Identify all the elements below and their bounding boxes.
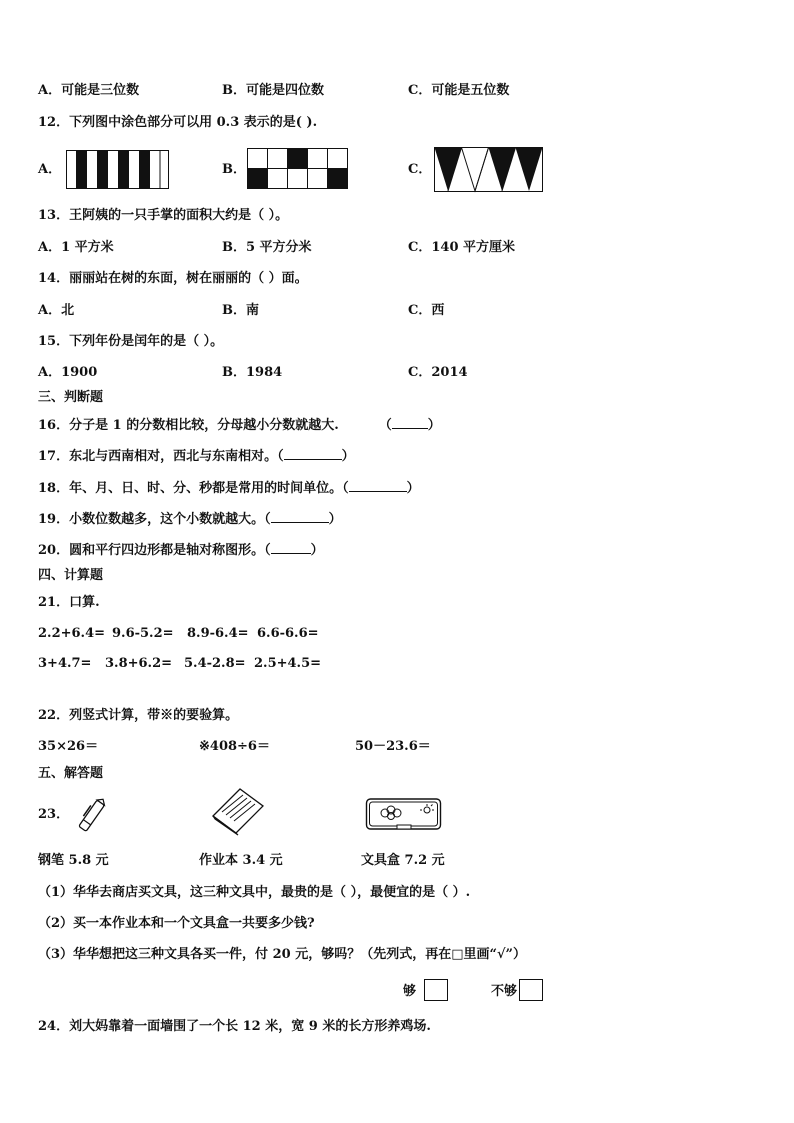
not-enough-checkbox[interactable] [519,979,543,1001]
q21-stem: 21．口算. [38,595,100,610]
q21-item: 2.5+4.5= [254,656,322,671]
q21-item: 2.2+6.4= [38,626,106,641]
q16-answer-blank[interactable] [392,416,428,429]
q12-option-c: C． [408,162,432,177]
q19-close: ） [328,512,342,527]
q23-item-pen: 钢笔 5.8 元 [38,853,109,868]
q19-answer-blank[interactable] [271,510,329,523]
enough-label: 够 [403,984,417,999]
q22-stem: 22．列竖式计算，带※的要验算。 [38,708,239,723]
q24-stem: 24．刘大妈靠着一面墙围了一个长 12 米，宽 9 米的长方形养鸡场. [38,1019,431,1034]
q23-part-3: （3）华华想把这三种文具各买一件，付 20 元，够吗？（先列式，再在□里画“√”） [38,947,526,962]
section-4-heading: 四、计算题 [38,568,104,583]
section-5-heading: 五、解答题 [38,766,104,781]
q20 [38,541,324,560]
q14-option-b: B．南 [222,303,259,318]
section-3-heading: 三、判断题 [38,390,104,405]
q16 [38,416,441,435]
q13-option-b: B．5 平方分米 [222,240,312,255]
q14-option-c: C．西 [408,303,445,318]
q17-close: ） [341,449,355,464]
notebook-icon [210,786,266,836]
q20-close: ） [310,543,324,558]
q16-open: （ [378,418,392,433]
q21-item: 3.8+6.2= [105,656,173,671]
q12-option-a: A． [38,162,62,177]
q23-part-2: （2）买一本作业本和一个文具盒一共要多少钱? [38,916,315,931]
q21-item: 6.6-6.6= [257,626,319,641]
q15-option-c: C．2014 [408,365,468,380]
not-enough-label: 不够 [491,984,518,999]
q19 [38,510,342,529]
q11-option-a: A．可能是三位数 [38,83,140,98]
q18-close: ） [406,481,420,496]
q17 [38,447,355,466]
q23-part-1: （1）华华去商店买文具，这三种文具中，最贵的是（ ），最便宜的是（ ）. [38,885,471,900]
q13-stem: 13．王阿姨的一只手掌的面积大约是（ ）。 [38,208,289,223]
q21-item: 5.4-2.8= [184,656,246,671]
q17-stem: 17．东北与西南相对，西北与东南相对。（ [38,449,284,464]
q12-option-b: B． [222,162,246,177]
q18 [38,479,420,498]
q15-option-b: B．1984 [222,365,283,380]
q23-number: 23． [38,807,70,822]
q21-item: 8.9-6.4= [187,626,249,641]
q17-answer-blank[interactable] [284,447,342,460]
q19-stem: 19．小数位数越多，这个小数就越大。（ [38,512,271,527]
pen-icon [72,795,112,837]
q20-answer-blank[interactable] [271,541,311,554]
q12-stem: 12．下列图中涂色部分可以用 0.3 表示的是( ). [38,115,318,130]
q23-item-notebook: 作业本 3.4 元 [199,853,283,868]
enough-checkbox[interactable] [424,979,448,1001]
q11-option-c: C．可能是五位数 [408,83,510,98]
q16-close: ） [427,418,441,433]
q12-figure-c [434,147,544,193]
q14-option-a: A．北 [38,303,75,318]
q13-option-c: C．140 平方厘米 [408,240,516,255]
q15-option-a: A．1900 [38,365,98,380]
q18-stem: 18．年、月、日、时、分、秒都是常用的时间单位。（ [38,481,349,496]
q12-figure-b [247,148,349,190]
q21-item: 3+4.7= [38,656,92,671]
q18-answer-blank[interactable] [349,479,407,492]
q16-stem: 16．分子是 1 的分数相比较，分母越小分数就越大. [38,418,339,433]
pencil-case-icon [365,797,443,833]
q11-option-b: B．可能是四位数 [222,83,324,98]
q22-item: 35×26＝ [38,739,99,754]
q22-item: ※408÷6＝ [199,739,270,754]
q23-item-pencil-case: 文具盒 7.2 元 [361,853,445,868]
q21-item: 9.6-5.2= [112,626,174,641]
q22-item: 50－23.6＝ [355,739,431,754]
q15-stem: 15．下列年份是闰年的是（ ）。 [38,334,224,349]
q14-stem: 14．丽丽站在树的东面，树在丽丽的（ ）面。 [38,271,308,286]
q12-figure-a [66,150,170,190]
q20-stem: 20．圆和平行四边形都是轴对称图形。（ [38,543,271,558]
q13-option-a: A．1 平方米 [38,240,114,255]
